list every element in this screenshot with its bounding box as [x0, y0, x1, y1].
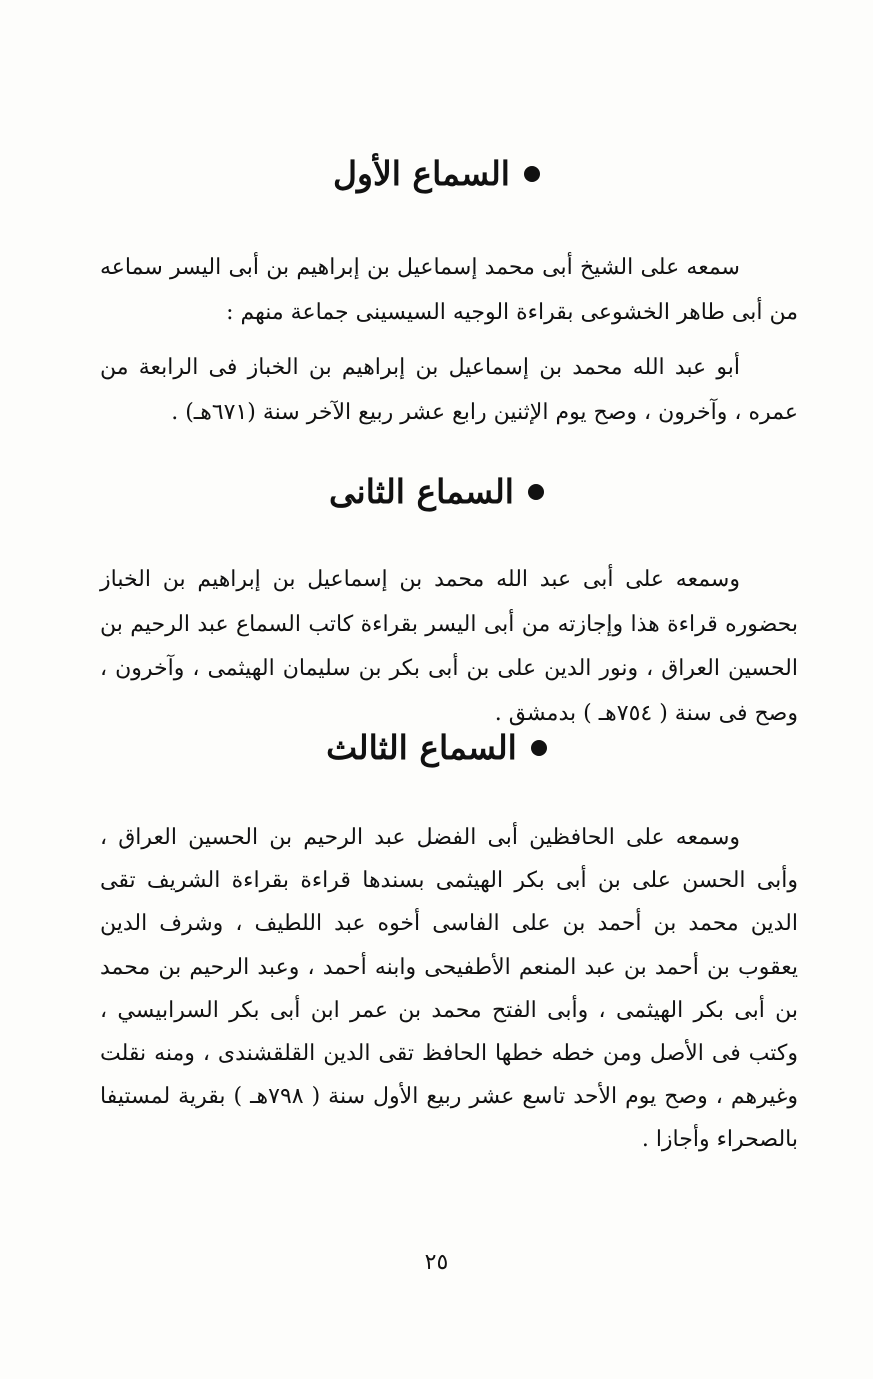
section-title-second: السماع الثانى [0, 470, 873, 514]
bullet-icon [524, 166, 540, 182]
paragraph: سمعه على الشيخ أبى محمد إسماعيل بن إبراهيم بن أبى اليسر سماعه من أبى طاهر الخشوعى بقراءة الوجيه السيسينى جماعة منهم : [100, 255, 798, 325]
page-number: ٢٥ [424, 1250, 449, 1275]
paragraph: أبو عبد الله محمد بن إسماعيل بن إبراهيم بن الخباز فى الرابعة من عمره ، وآخرون ، وصح يوم الإثنين رابع عشر ربيع الآخر سنة (٦٧١هـ) . [100, 355, 798, 425]
section-title-third: السماع الثالث [0, 726, 873, 770]
section-title-first: السماع الأول [0, 152, 873, 196]
paragraph: وسمعه على أبى عبد الله محمد بن إسماعيل بن إبراهيم بن الخباز بحضوره قراءة هذا وإجازته من أبى اليسر بقراءة كاتب السماع عبد الرحيم بن الحسين العراق ، ونور الدين على بن أبى بكر بن سليمان الهيثمى ، وآخرون ، وصح فى سنة ( ٧٥٤هـ ) بدمشق . [100, 567, 798, 726]
bullet-icon [528, 484, 544, 500]
paragraph: وسمعه على الحافظين أبى الفضل عبد الرحيم بن الحسين العراق ، وأبى الحسن على بن أبى بكر الهيثمى بسندها قراءة بقراءة الشريف تقى الدين محمد بن أحمد بن على الفاسى أخوه عبد اللطيف ، وشرف الدين يعقوب بن أحمد بن عبد المنعم الأطفيحى وابنه أحمد ، وعبد الرحيم بن محمد بن أبى بكر الهيثمى ، وأبى الفتح محمد بن عمر ابن أبى بكر السرابيسي ، وكتب فى الأصل ومن خطه خطها الحافظ تقى الدين القلقشندى ، ومنه نقلت وغيرهم ، وصح يوم الأحد تاسع عشر ربيع الأول سنة ( ٧٩٨هـ ) بقرية لمستيفا بالصحراء وأجازا . [100, 825, 798, 1153]
bullet-icon [531, 740, 547, 756]
